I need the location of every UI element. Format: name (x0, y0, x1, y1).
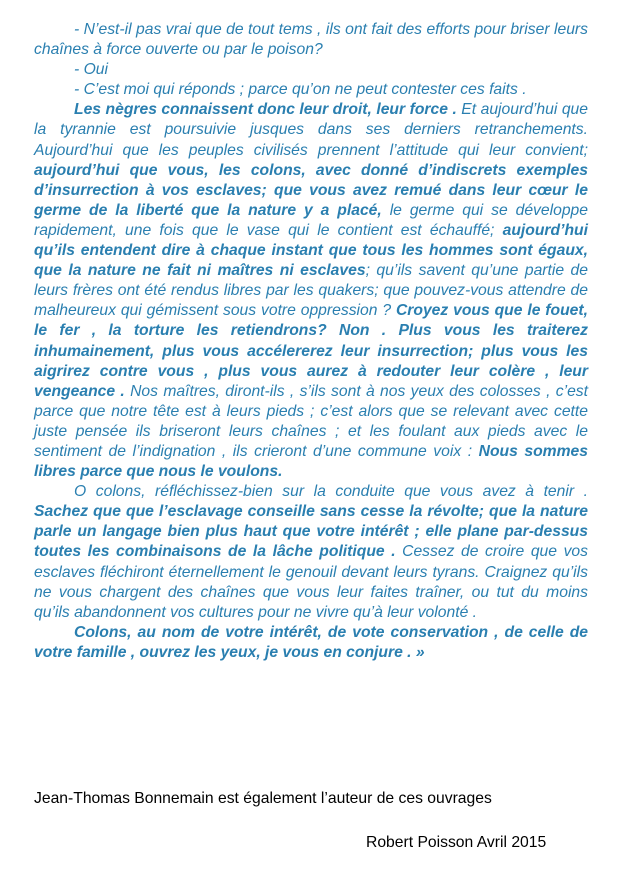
bold-text-run: Croyez vous que le fouet, le fer , la torture les retiendrons? Non . Plus vous les traiterez inhumainement, plus vous accélererez leur insurrection; plus vous les aigrirez contre vous , plus vous aurez à redouter leur colère , leur vengeance . (34, 302, 588, 400)
paragraph (34, 623, 588, 663)
signature: Robert Poisson Avril 2015 (366, 834, 547, 851)
paragraph (34, 60, 588, 80)
text-run: Et aujourd’hui que la tyrannie est poursuivie jusques dans ses derniers retranchements. Aujourd’hui que les peuples civilisés prennent l’attitude qui leur convient; (34, 101, 589, 159)
bold-text-run: aujourd’hui qu’ils entendent dire à chaque instant que tous les hommes sont égaux, que la nature ne fait ni maîtres ni esclaves (34, 221, 588, 280)
text-run: - Oui (74, 61, 108, 79)
bold-text-run: Nous sommes libres parce que nous le voulons. (34, 442, 589, 481)
text-run: - C’est moi qui réponds ; parce qu’on ne peut contester ces faits . (74, 81, 527, 99)
paragraph (34, 482, 588, 623)
bold-text-run: Sachez que que l’esclavage conseille sans cesse la révolte; que la nature parle un langage bien plus haut que votre intérêt ; elle plane par-dessus toutes les combinaisons de la lâche politique . (34, 503, 588, 561)
text-run: Cessez de croire que vos esclaves fléchiront éternellement le genouil devant leurs tyrans. Craignez qu’ils ne vous chargent des chaînes que vous leur faites traîner, ou tut du moins qu’ils abandonnent vos cultures pour ne vivre qu’à leur volonté . (34, 543, 588, 621)
paragraph (34, 100, 588, 482)
text-run: ; qu’ils savent qu’une partie de leurs frères ont été rendus libres par les quakers; que pouvez-vous attendre de malheureux qui gémissent sous votre oppression ? (34, 262, 589, 320)
paragraph (34, 20, 588, 60)
text-run: O colons, réfléchissez-bien sur la conduite que vous avez à tenir . (74, 483, 588, 501)
text-run: Nos maîtres, diront-ils , s’ils sont à nos yeux des colosses , c’est parce que notre tête est à leurs pieds ; c’est alors que se relevant avec cette juste pensée ils briseront leurs chaînes ; et les foulant aux pieds avec le sentiment de l’indignation , ils crieront d’une commune voix : (34, 382, 589, 460)
text-run: - N’est-il pas vrai que de tout tems , ils ont fait des efforts pour briser leurs chaînes à force ouverte ou par le poison? (34, 21, 588, 59)
bold-text-run: Colons, au nom de votre intérêt, de vote conservation , de celle de votre famille , ouvrez les yeux, je vous en conjure . » (34, 623, 588, 661)
author-note: Jean-Thomas Bonnemain est également l’auteur de ces ouvrages (34, 790, 492, 807)
body-text (34, 20, 588, 663)
text-run: le germe qui se développe rapidement, une fois que le vase qui le contient est échauffé; (34, 201, 588, 239)
bold-text-run: Les nègres connaissent donc leur droit, leur force . (74, 101, 457, 119)
bold-text-run: aujourd’hui que vous, les colons, avec donné d’indiscrets exemples d’insurrection à vos esclaves; que vous avez remué dans leur cœur le germe de la liberté que la nature y a placé, (34, 161, 588, 219)
paragraph (34, 80, 588, 100)
